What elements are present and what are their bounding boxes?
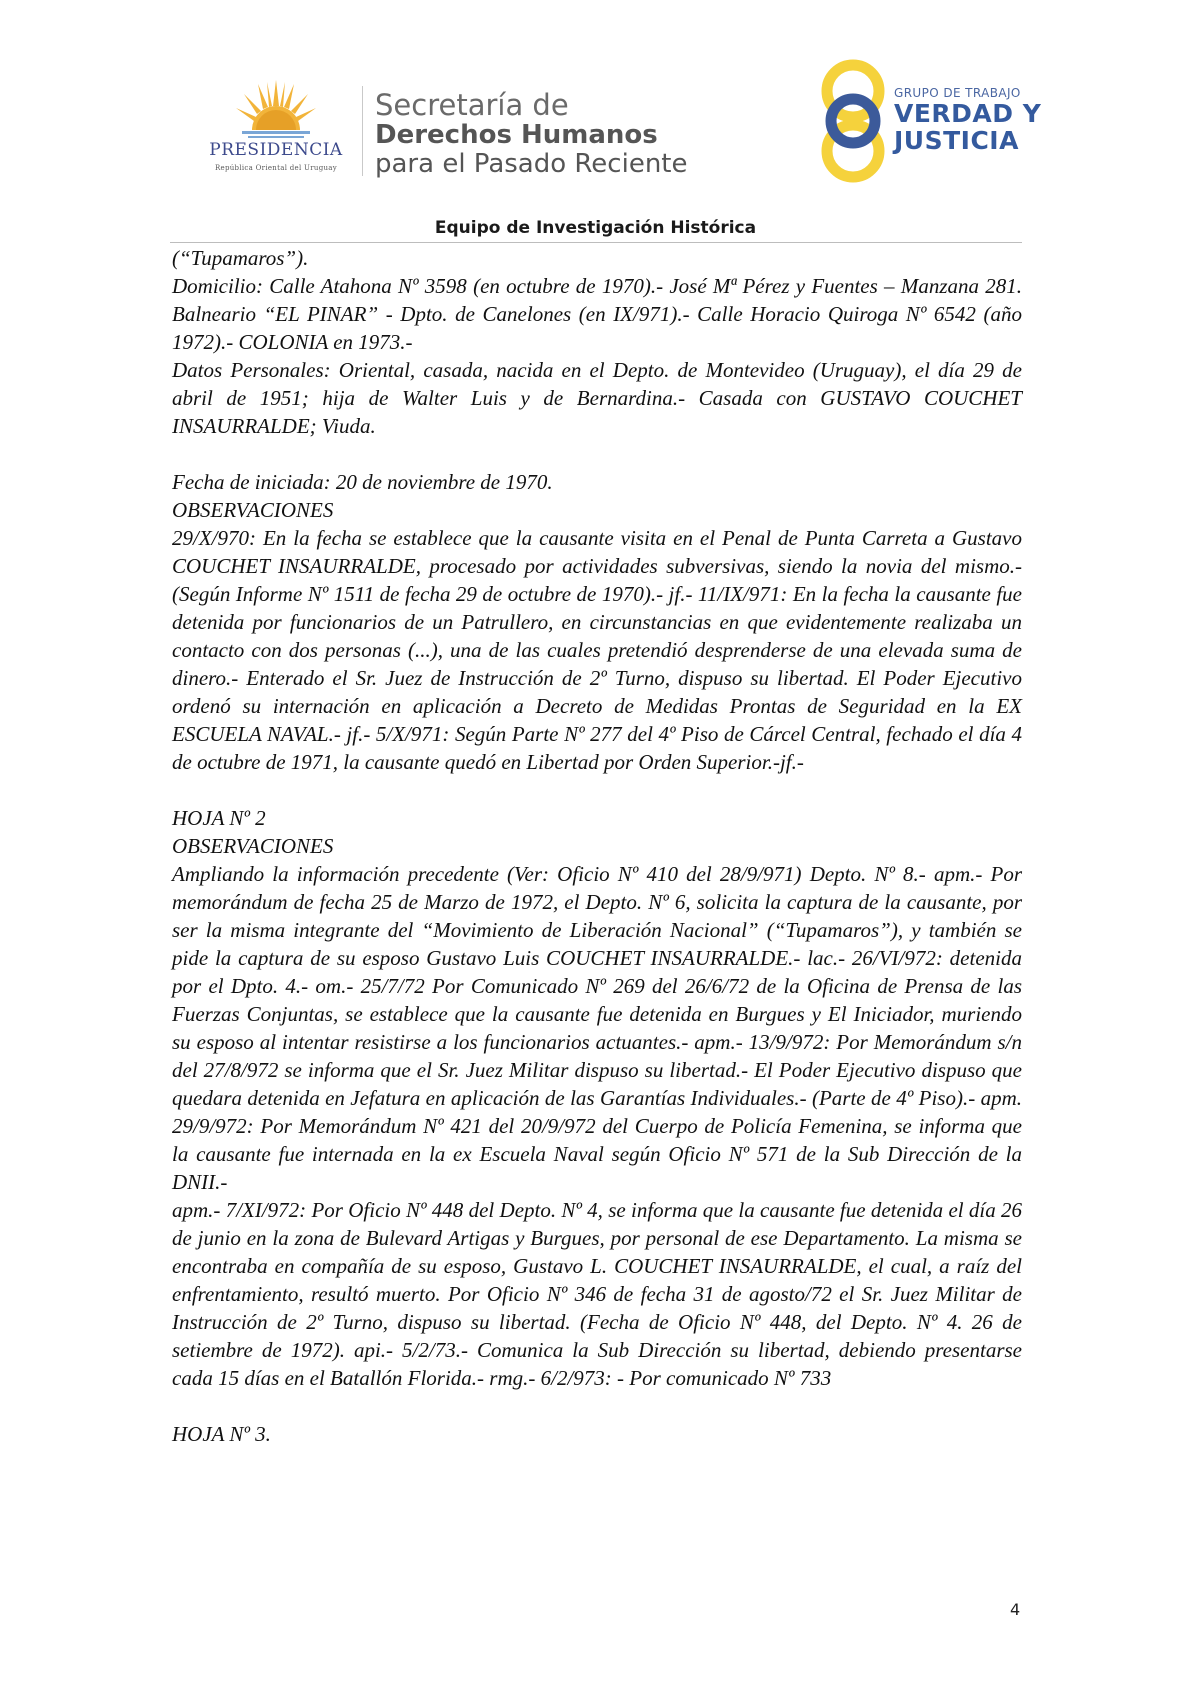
page-header	[0, 0, 1191, 240]
grupo-verdad-justicia-logo	[818, 56, 1068, 186]
grupo-line-1: GRUPO DE TRABAJO	[894, 86, 1021, 100]
paragraph-tupamaros: (“Tupamaros”).	[172, 246, 309, 270]
header-divider	[362, 86, 363, 176]
grupo-line-3: JUSTICIA	[894, 126, 1019, 155]
paragraph-observaciones-1: 29/X/970: En la fecha se establece que la causante visita en el Penal de Punta Carreta a Gustavo COUCHET INSAURRALDE, procesado por actividades subversivas, siendo la novia del mismo.- (Según Informe Nº 1511 de fecha 29 de octubre de 1970).- jf.- 11/IX/971: En la fecha la causante fue detenida por funcionarios de un Patrullero, en circunstancias en que evidentemente realizaba un contacto con dos personas (...), una de las cuales pretendió desprenderse de una elevada suma de dinero.- Enterado el Sr. Juez de Instrucción de 2º Turno, dispuso su libertad. El Poder Ejecutivo ordenó su internación en aplicación a Decreto de Medidas Prontas de Seguridad en la EX ESCUELA NAVAL.- jf.- 5/X/971: Según Parte Nº 277 del 4º Piso de Cárcel Central, fechado el día 4 de octubre de 1971, la causante quedó en Libertad por Orden Superior.-jf.-	[172, 526, 1022, 774]
paragraph-fecha-iniciada: Fecha de iniciada: 20 de noviembre de 1970.	[172, 470, 553, 494]
presidencia-logo	[196, 78, 356, 178]
document-body	[172, 244, 1022, 1448]
paragraph-domicilio: Domicilio: Calle Atahona Nº 3598 (en octubre de 1970).- José Mª Pérez y Fuentes – Manzana 281. Balneario “EL PINAR” - Dpto. de Canelones (en IX/971).- Calle Horacio Quiroga Nº 6542 (año 1972).- COLONIA en 1973.-	[172, 274, 1022, 354]
grupo-text	[894, 86, 1041, 154]
presidencia-name: PRESIDENCIA	[209, 140, 343, 160]
secretaria-line-3: para el Pasado Reciente	[375, 149, 688, 179]
secretaria-line-2: Derechos Humanos	[375, 120, 658, 150]
page-number: 4	[1010, 1600, 1021, 1619]
grupo-line-2: VERDAD Y	[894, 99, 1042, 128]
heading-hoja-3: HOJA Nº 3.	[172, 1422, 271, 1446]
header-rule	[170, 242, 1022, 243]
heading-hoja-2: HOJA Nº 2	[172, 806, 266, 830]
heading-observaciones-2: OBSERVACIONES	[172, 834, 334, 858]
sun-icon	[234, 78, 318, 140]
heading-observaciones-1: OBSERVACIONES	[172, 498, 334, 522]
paragraph-oficio-448: apm.- 7/XI/972: Por Oficio Nº 448 del Depto. Nº 4, se informa que la causante fue detenida el día 26 de junio en la zona de Bulevard Artigas y Burgues, por personal de ese Departamento. La misma se encontraba en compañía de su esposo, Gustavo L. COUCHET INSAURRALDE, el cual, a raíz del enfrentamiento, resultó muerto. Por Oficio Nº 346 de fecha 31 de agosto/72 el Sr. Juez Militar de Instrucción de 2º Turno, dispuso su libertad. (Fecha de Oficio Nº 448, del Depto. Nº 4. 26 de setiembre de 1972). api.- 5/2/73.- Comunica la Sub Dirección su libertad, debiendo presentarse cada 15 días en el Batallón Florida.- rmg.- 6/2/973: - Por comunicado Nº 733	[172, 1198, 1022, 1390]
team-title: Equipo de Investigación Histórica	[434, 218, 757, 238]
presidencia-subtitle: República Oriental del Uruguay	[214, 164, 338, 172]
secretaria-line-1: Secretaría de	[375, 88, 569, 122]
paragraph-datos-personales: Datos Personales: Oriental, casada, nacida en el Depto. de Montevideo (Uruguay), el día 29 de abril de 1951; hija de Walter Luis y de Bernardina.- Casada con GUSTAVO COUCHET INSAURRALDE; Viuda.	[172, 358, 1022, 438]
secretaria-logo-text	[375, 90, 687, 179]
paragraph-observaciones-2: Ampliando la información precedente (Ver: Oficio Nº 410 del 28/9/971) Depto. Nº 8.- apm.- Por memorándum de fecha 25 de Marzo de 1972, el Depto. Nº 6, solicita la captura de la causante, por ser la misma integrante del “Movimiento de Liberación Nacional” (“Tupamaros”), y también se pide la captura de su esposo Gustavo Luis COUCHET INSAURRALDE.- lac.- 26/VI/972: detenida por el Dpto. 4.- om.- 25/7/72 Por Comunicado Nº 269 del 26/6/72 de la Oficina de Prensa de las Fuerzas Conjuntas, se establece que la causante fue detenida en Burgues y El Iniciador, muriendo su esposo al intentar resistirse a los funcionarios actuantes.- apm.- 13/9/972: Por Memorándum s/n del 27/8/972 se informa que el Sr. Juez Militar dispuso su libertad.- El Poder Ejecutivo dispuso que quedara detenida en Jefatura en aplicación de las Garantías Individuales.- (Parte de 4º Piso).- apm. 29/9/972: Por Memorándum Nº 421 del 20/9/972 del Cuerpo de Policía Femenina, se informa que la causante fue internada en la ex Escuela Naval según Oficio Nº 571 de la Sub Dirección de la DNII.-	[172, 862, 1022, 1194]
interlocking-rings-icon	[818, 56, 888, 186]
